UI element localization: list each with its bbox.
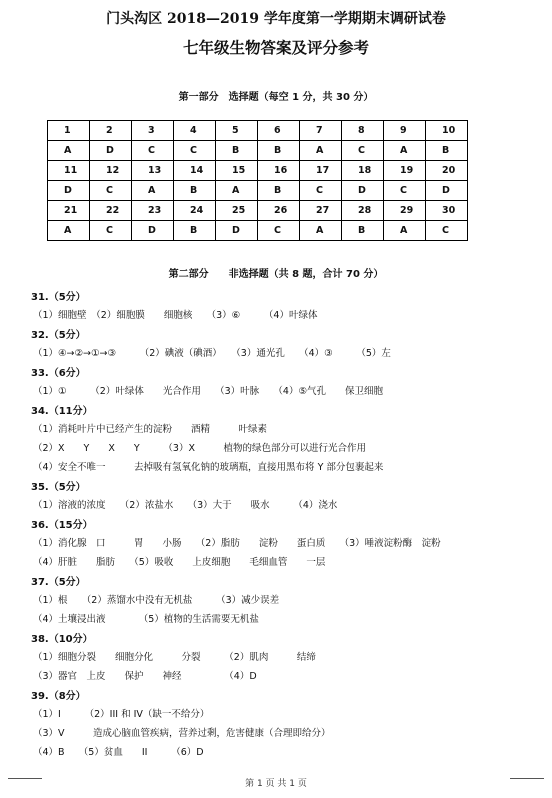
question-heading: 39.（8分） <box>31 691 86 702</box>
answer-cell: A <box>384 141 426 161</box>
question-heading: 38.（10分） <box>31 634 93 645</box>
answer-cell: A <box>48 221 90 241</box>
question-number-cell: 4 <box>174 121 216 141</box>
question-heading: 36.（15分） <box>31 520 93 531</box>
answer-cell: A <box>216 181 258 201</box>
question-number-cell: 29 <box>384 201 426 221</box>
question-number-cell: 26 <box>258 201 300 221</box>
question-number-cell: 27 <box>300 201 342 221</box>
answer-cell: B <box>342 221 384 241</box>
answer-line: （1）溶液的浓度 （2）浓盐水 （3）大于 吸水 （4）浇水 <box>33 500 338 511</box>
question-heading: 37.（5分） <box>31 577 86 588</box>
answer-cell: B <box>174 221 216 241</box>
answer-cell: B <box>426 141 468 161</box>
answer-table-row <box>48 161 468 181</box>
question-number-cell: 22 <box>90 201 132 221</box>
answer-line: （1）消耗叶片中已经产生的淀粉 酒精 叶绿素 <box>33 424 268 435</box>
answer-line: （4）B （5）贫血 II （6）D <box>33 747 204 758</box>
question-number-cell: 24 <box>174 201 216 221</box>
exam-title: 门头沟区 2018—2019 学年度第一学期期末调研试卷 <box>106 11 446 27</box>
part1-title: 第一部分 选择题（每空 1 分，共 30 分） <box>178 92 374 103</box>
answer-table-row <box>48 141 468 161</box>
answer-table-row <box>48 121 468 141</box>
question-heading: 33.（6分） <box>31 368 86 379</box>
answer-line: （3）器官 上皮 保护 神经 （4）D <box>33 671 257 682</box>
answer-cell: C <box>342 141 384 161</box>
answer-cell: C <box>426 221 468 241</box>
question-number-cell: 10 <box>426 121 468 141</box>
question-number-cell: 20 <box>426 161 468 181</box>
question-number-cell: 28 <box>342 201 384 221</box>
question-number-cell: 30 <box>426 201 468 221</box>
question-heading: 31.（5分） <box>31 292 86 303</box>
question-number-cell: 5 <box>216 121 258 141</box>
answer-cell: D <box>216 221 258 241</box>
question-number-cell: 18 <box>342 161 384 181</box>
answer-line: （1）消化腺 口 胃 小肠 （2）脂肪 淀粉 蛋白质 （3）唾液淀粉酶 淀粉 <box>33 538 441 549</box>
question-number-cell: 17 <box>300 161 342 181</box>
answer-line: （2）X Y X Y （3）X 植物的绿色部分可以进行光合作用 <box>33 443 366 454</box>
question-number-cell: 19 <box>384 161 426 181</box>
answer-table-row <box>48 221 468 241</box>
answer-cell: B <box>174 181 216 201</box>
answer-cell: D <box>342 181 384 201</box>
question-number-cell: 7 <box>300 121 342 141</box>
question-number-cell: 9 <box>384 121 426 141</box>
answer-cell: C <box>90 181 132 201</box>
question-number-cell: 12 <box>90 161 132 181</box>
answer-cell: C <box>384 181 426 201</box>
answer-cell: D <box>426 181 468 201</box>
question-number-cell: 2 <box>90 121 132 141</box>
answer-line: （3）V 造成心脑血管疾病，营养过剩，危害健康（合理即给分） <box>33 728 331 739</box>
page-footer: 第 1 页 共 1 页 <box>245 779 307 789</box>
answer-cell: A <box>384 221 426 241</box>
answer-line: （4）肝脏 脂肪 （5）吸收 上皮细胞 毛细血管 一层 <box>33 557 326 568</box>
answer-cell: A <box>132 181 174 201</box>
question-number-cell: 13 <box>132 161 174 181</box>
answer-cell: C <box>174 141 216 161</box>
answer-cell: C <box>300 181 342 201</box>
answer-cell: D <box>48 181 90 201</box>
answer-table <box>47 120 468 241</box>
answer-subtitle: 七年级生物答案及评分参考 <box>182 38 369 57</box>
answer-line: （1）细胞分裂 细胞分化 分裂 （2）肌肉 结缔 <box>33 652 316 663</box>
part2-title: 第二部分 非选择题（共 8 题，合计 70 分） <box>168 269 384 280</box>
question-number-cell: 3 <box>132 121 174 141</box>
answer-cell: B <box>216 141 258 161</box>
question-number-cell: 16 <box>258 161 300 181</box>
question-heading: 34.（11分） <box>31 406 93 417</box>
answer-table-row <box>48 201 468 221</box>
answer-line: （4）安全不唯一 去掉吸有氢氧化钠的玻璃瓶，直接用黑布将 Y 部分包裹起来 <box>33 462 384 473</box>
answer-cell: B <box>258 141 300 161</box>
answer-cell: D <box>90 141 132 161</box>
question-heading: 35.（5分） <box>31 482 86 493</box>
question-heading: 32.（5分） <box>31 330 86 341</box>
answer-cell: C <box>90 221 132 241</box>
answer-cell: D <box>132 221 174 241</box>
question-number-cell: 15 <box>216 161 258 181</box>
answer-line: （1）I （2）III 和 IV（缺一不给分） <box>33 709 210 720</box>
answer-line: （1）根 （2）蒸馏水中没有无机盐 （3）减少误差 <box>33 595 280 606</box>
answer-line: （1）① （2）叶绿体 光合作用 （3）叶脉 （4）⑤气孔 保卫细胞 <box>33 386 383 397</box>
answer-cell: C <box>132 141 174 161</box>
answer-line: （4）土壤浸出液 （5）植物的生活需要无机盐 <box>33 614 259 625</box>
question-number-cell: 8 <box>342 121 384 141</box>
answer-cell: A <box>300 141 342 161</box>
answer-cell: C <box>258 221 300 241</box>
question-number-cell: 14 <box>174 161 216 181</box>
answer-cell: B <box>258 181 300 201</box>
answer-cell: A <box>48 141 90 161</box>
question-number-cell: 21 <box>48 201 90 221</box>
answer-line: （1）细胞壁 （2）细胞膜 细胞核 （3）⑥ （4）叶绿体 <box>33 310 318 321</box>
answer-line: （1）④→②→①→③ （2）碘液（碘酒） （3）通光孔 （4）③ （5）左 <box>33 348 391 359</box>
question-number-cell: 23 <box>132 201 174 221</box>
question-number-cell: 6 <box>258 121 300 141</box>
answer-table-row <box>48 181 468 201</box>
question-number-cell: 25 <box>216 201 258 221</box>
question-number-cell: 11 <box>48 161 90 181</box>
answer-cell: A <box>300 221 342 241</box>
question-number-cell: 1 <box>48 121 90 141</box>
